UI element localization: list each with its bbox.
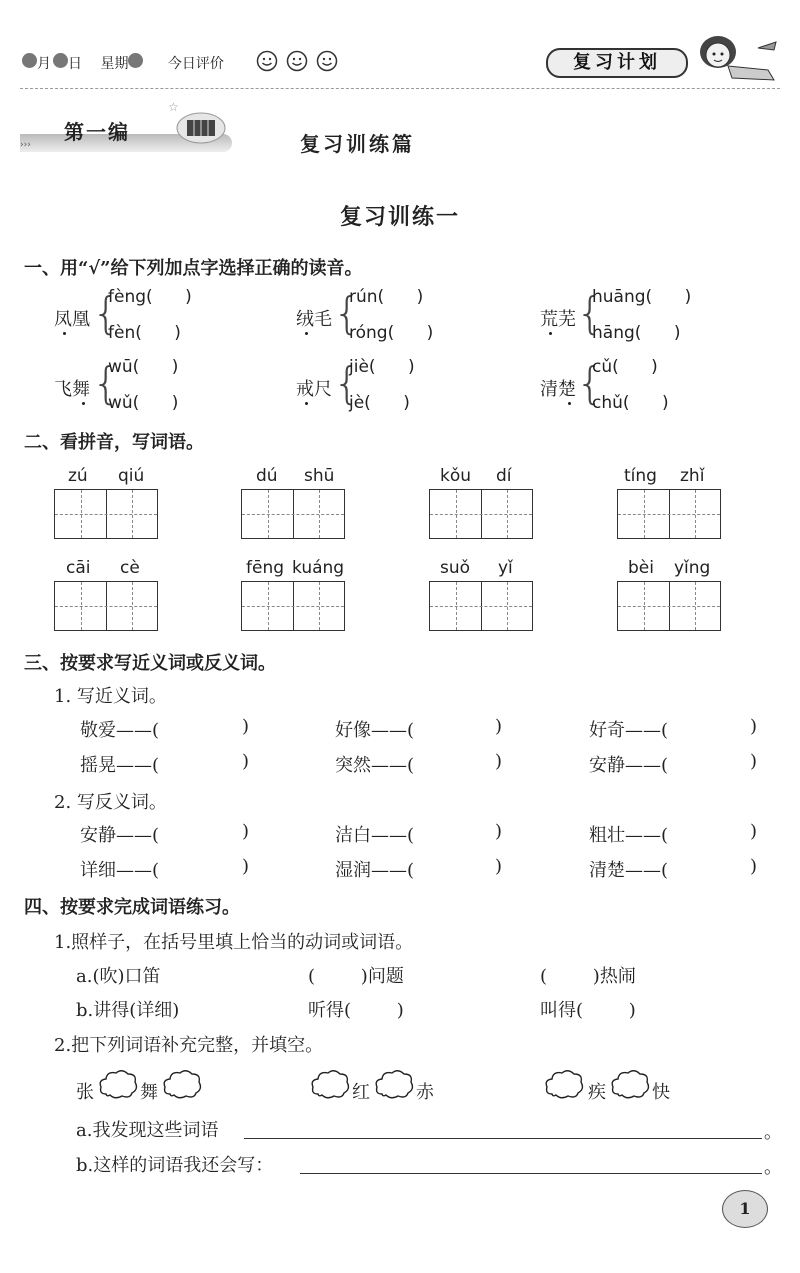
pinyin-label: kǒu	[440, 466, 472, 486]
synonym-item: 摇晃——(	[80, 755, 160, 776]
header-date	[22, 53, 224, 73]
day-label: 日	[68, 56, 82, 72]
smiley-icon	[286, 50, 308, 72]
q1-option: wǔ( )	[108, 393, 179, 413]
synonym-item: 突然——(	[335, 755, 415, 776]
fill-line-a-label: a.我发现这些词语	[76, 1120, 219, 1141]
pinyin-label: shū	[304, 466, 335, 486]
rating-label: 今日评价	[167, 56, 224, 72]
idiom-char: 赤	[416, 1082, 434, 1103]
q2-heading: 二、看拼音，写词语。	[24, 432, 204, 453]
section-title: 复习训练篇	[300, 132, 415, 156]
close-paren: )	[495, 821, 503, 842]
pinyin-label: kuáng	[292, 558, 345, 578]
q3-sub2: 2. 写反义词。	[54, 792, 167, 813]
q3-sub1: 1. 写近义词。	[54, 686, 167, 707]
synonym-item: 好奇——(	[589, 720, 669, 741]
writing-grid[interactable]	[54, 489, 158, 539]
smiley-icon	[316, 50, 338, 72]
writing-grid[interactable]	[241, 581, 345, 631]
antonym-item: 清楚——(	[589, 860, 669, 881]
writing-grid[interactable]	[617, 489, 721, 539]
emphasis-dot	[82, 402, 85, 405]
pinyin-label: qiú	[118, 466, 145, 486]
answer-line[interactable]	[300, 1173, 762, 1174]
writing-grid[interactable]	[54, 581, 158, 631]
brace-icon: {	[92, 358, 120, 409]
antonym-item: 湿润——(	[335, 860, 415, 881]
brace-icon: {	[92, 288, 120, 339]
q1-word: 戒尺	[296, 379, 332, 400]
q1-word: 飞舞	[54, 379, 90, 400]
brace-icon: {	[576, 288, 604, 339]
synonym-item: 敬爱——(	[80, 720, 160, 741]
pinyin-label: dí	[496, 466, 512, 486]
plan-title: 复习计划	[546, 48, 688, 78]
girl-illustration-icon	[688, 30, 780, 86]
smiley-icon	[256, 50, 278, 72]
cloud-blank-icon[interactable]	[374, 1068, 414, 1100]
idiom-char: 疾	[588, 1082, 606, 1103]
q1-option: huāng( )	[592, 287, 692, 307]
pinyin-label: bèi	[628, 558, 654, 578]
q1-option: chǔ( )	[592, 393, 669, 413]
q3-heading: 三、按要求写近义词或反义词。	[24, 653, 276, 674]
emphasis-dot	[63, 332, 66, 335]
close-paren: )	[242, 716, 250, 737]
cloud-blank-icon[interactable]	[162, 1068, 202, 1100]
idiom-char: 快	[652, 1082, 670, 1103]
close-paren: )	[495, 716, 503, 737]
fill-line-b-label: b.这样的词语我还会写：	[76, 1155, 274, 1176]
cloud-blank-icon[interactable]	[544, 1068, 584, 1100]
pinyin-label: suǒ	[440, 558, 471, 578]
lesson-title: 复习训练一	[339, 204, 460, 230]
week-circle	[128, 53, 143, 68]
q4-sub2: 2.把下列词语补充完整，并填空。	[54, 1035, 324, 1056]
close-paren: )	[750, 751, 758, 772]
writing-grid[interactable]	[429, 581, 533, 631]
fill-item: ( )热闹	[540, 966, 636, 987]
month-circle	[22, 53, 37, 68]
pinyin-label: cāi	[66, 558, 91, 578]
antonym-item: 粗壮——(	[589, 825, 669, 846]
star-icon: ☆	[168, 100, 179, 114]
q1-option: fèn( )	[108, 323, 181, 343]
writing-grid[interactable]	[617, 581, 721, 631]
example-item: a.(吹)口笛	[76, 966, 161, 987]
writing-grid[interactable]	[429, 489, 533, 539]
antonym-item: 详细——(	[80, 860, 160, 881]
brace-icon: {	[576, 358, 604, 409]
fill-item: ( )问题	[308, 966, 404, 987]
close-paren: )	[242, 856, 250, 877]
idiom-char: 舞	[140, 1082, 158, 1103]
fill-item: 听得( )	[308, 1000, 404, 1021]
pinyin-label: yǐng	[674, 558, 711, 578]
header-divider	[20, 88, 780, 89]
pinyin-label: zhǐ	[680, 466, 705, 486]
emphasis-dot	[549, 332, 552, 335]
q1-option: wū( )	[108, 357, 179, 377]
q1-word: 荒芜	[540, 309, 576, 330]
q1-option: fèng( )	[108, 287, 192, 307]
page-number: 1	[722, 1190, 768, 1228]
cloud-blank-icon[interactable]	[310, 1068, 350, 1100]
pinyin-label: yǐ	[498, 558, 513, 578]
q1-word: 绒毛	[296, 309, 332, 330]
emphasis-dot	[305, 402, 308, 405]
q1-word: 清楚	[540, 379, 576, 400]
idiom-char: 红	[352, 1082, 370, 1103]
period: 。	[764, 1122, 782, 1143]
idiom-char: 张	[76, 1082, 94, 1103]
example-item: b.讲得(详细)	[76, 1000, 180, 1021]
pinyin-label: zú	[68, 466, 88, 486]
book-icon	[176, 112, 226, 144]
emphasis-dot	[568, 402, 571, 405]
synonym-item: 好像——(	[335, 720, 415, 741]
emphasis-dot	[305, 332, 308, 335]
q1-option: rún( )	[349, 287, 424, 307]
close-paren: )	[750, 856, 758, 877]
close-paren: )	[750, 821, 758, 842]
q1-option: jè( )	[349, 393, 410, 413]
antonym-item: 安静——(	[80, 825, 160, 846]
pinyin-label: dú	[256, 466, 278, 486]
pinyin-label: cè	[120, 558, 140, 578]
close-paren: )	[495, 751, 503, 772]
close-paren: )	[495, 856, 503, 877]
brace-icon: {	[333, 288, 361, 339]
pinyin-label: tíng	[624, 466, 657, 486]
q4-sub1: 1.照样子，在括号里填上恰当的动词或词语。	[54, 932, 414, 953]
q1-option: hāng( )	[592, 323, 681, 343]
cloud-blank-icon[interactable]	[98, 1068, 138, 1100]
answer-line[interactable]	[244, 1138, 762, 1139]
cloud-blank-icon[interactable]	[610, 1068, 650, 1100]
pinyin-label: fēng	[246, 558, 285, 578]
q1-option: róng( )	[349, 323, 434, 343]
q1-option: cǔ( )	[592, 357, 658, 377]
antonym-item: 洁白——(	[335, 825, 415, 846]
writing-grid[interactable]	[241, 489, 345, 539]
part-label: 第一编	[64, 120, 130, 144]
banner-arrows: ›››	[20, 140, 31, 150]
week-label: 星期	[100, 56, 129, 72]
month-label: 月	[37, 56, 51, 72]
day-circle	[53, 53, 68, 68]
close-paren: )	[242, 751, 250, 772]
q4-heading: 四、按要求完成词语练习。	[24, 897, 240, 918]
brace-icon: {	[333, 358, 361, 409]
fill-item: 叫得( )	[540, 1000, 636, 1021]
q1-option: jiè( )	[349, 357, 415, 377]
q1-word: 凤凰	[54, 309, 90, 330]
period: 。	[764, 1157, 782, 1178]
q1-heading: 一、用“√”给下列加点字选择正确的读音。	[24, 258, 363, 279]
close-paren: )	[242, 821, 250, 842]
close-paren: )	[750, 716, 758, 737]
synonym-item: 安静——(	[589, 755, 669, 776]
